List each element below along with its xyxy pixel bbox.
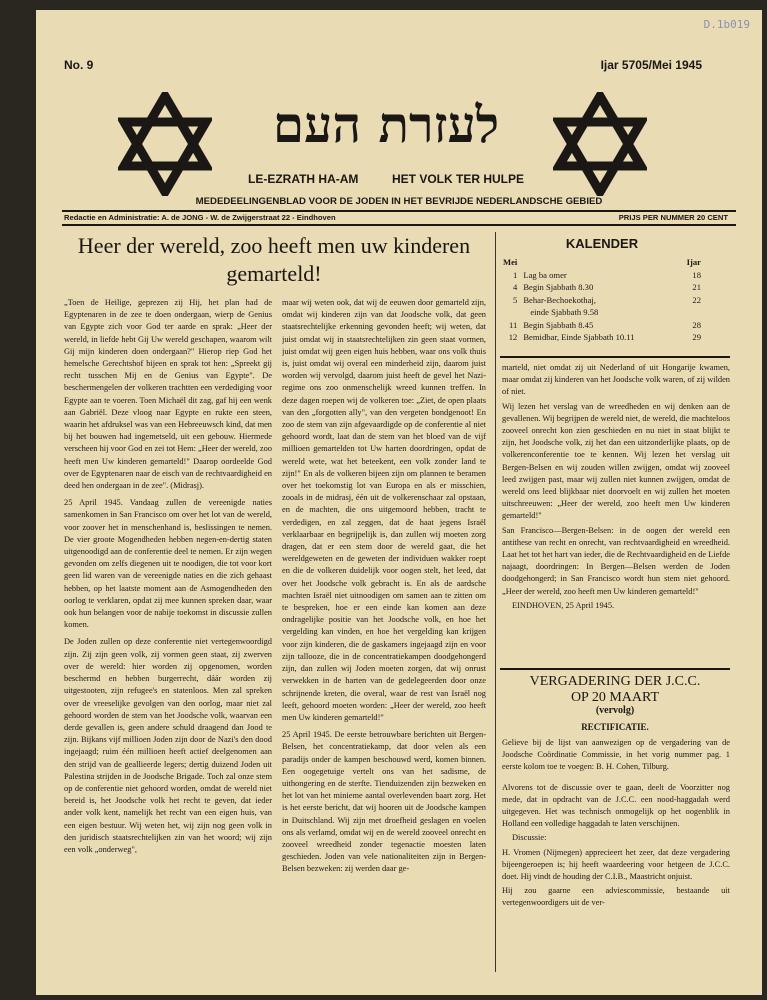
masthead-subtitle: MEDEDEELINGENBLAD VOOR DE JODEN IN HET BEVRIJDE NEDERLANDSCHE GEBIED [195,196,603,207]
article-paragraph: 25 April 1945. De eerste betrouwbare berichten uit Bergen-Belsen, het concentratiekamp, dat door velen als een paradijs onder de kampen beschouwd werd, komen binnen. Een oogegetuige vertelt ons van het sadisme, de uithongering en de sterfte. Tienduizenden zijn bezweken en het lot van het minieme aantal overlevenden baart zorg. Het is het eerste bericht, dat wij hooren uit de Joodsche kampen in Duitschland. Wij zijn met droefheid geslagen en voelen ons als verlamd, omdat wij en de wereld zooveel onrecht en zooveel wreedheid zonder tegenactie moesten laten geschieden. Joden van vele nationaliteiten zijn in Bergen-Belsen bezweken: zij werden daar ge- [282,730,486,874]
calendar-row: 5 Behar-Bechoekothaj, 22 [513,294,701,305]
meeting-paragraph: H. Vromen (Nijmegen) apprecieert het zeer, dat deze vergadering bijeengeroepen is; hij heeft waardeering voor hetgeen de J.C.C. doet. Hij vindt de houding der C.I.B., Maastricht onjuist. [502,847,730,882]
meeting-paragraph: Alvorens tot de discussie over te gaan, deelt de Voorzitter nog mede, dat in opdracht van de J.C.C. een nood-haggadah werd uitgegeven. Het was technisch onmogelijk op het oogenblik in Holland een volledige haggadah te laten verschijnen. [502,782,730,829]
rectification-heading: RECTIFICATIE. [581,722,649,732]
discussion-label: Discussie: [512,833,547,843]
newspaper-page [36,10,762,995]
transliterated-title: LE-EZRATH HA-AM [248,172,359,186]
article-column-1 [64,297,272,973]
masthead-rule [62,210,736,212]
editorial-address: Redactie en Administratie: A. de JONG - W. de Zwijgerstraat 22 - Eindhoven [64,213,336,222]
article-paragraph: marteld, niet omdat zij uit Nederland of uit Hongarije kwamen, maar omdat zij kinderen van het Joodsche volk waren, of zij wilden of niet. [502,363,730,397]
midrash-quote: „Toen de Heilige, geprezen zij Hij, het plan had de Egyptenaren in de zee te doen ondergaan, wierp de Genius van Egypte zich voor God ter aarde en sprak: „Heer der wereld, in liefde hebt Gij Uw wereld geschapen, waarom wilt Gij mijn kinderen doen ondergaan?" Hierop riep God het hemelsche Gerechtshof bijeen en sprak tot hen: „Spreekt gij recht tusschen Mij en de Genius van Egypte". De beschermengelen der volkeren trachtten een verdediging voor Egypte aan te voeren. Toen Michaël dit zag, gaf hij een wenk aan Gabriël. Deze vloog naar Egypte en rukte een steen, waarin het afdruksel was van een Hebreeuwsch kind, dat men bij het bouwen had ingemetseld, uit een gebouw. Hiermede verscheen hij voor God en zei tot Hem: „Heer der wereld, zoo heeft men Uw kinderen gemarteld!" Daarop oordeelde God over de Egyptenaren naar de eisch van de rechtvaardigheid en deed hen ondergaan in de zee". (Midrasj). [64,298,272,491]
calendar-title: KALENDER [565,236,639,251]
archive-stamp: D.1b019 [703,18,750,31]
price-note: PRIJS PER NUMMER 20 CENT [618,213,728,222]
article-paragraph: Wij lezen het verslag van de wreedheden en wij denken aan de gevallenen. Wij begrijpen de wereld niet, de wereld, die machteloos zooveel onrecht kon zien geschieden en nu niet in staat blijkt te zijn, het Joodsche volk, zij het dan een uitzonderlijke plaats, op de volkerenconferentie toe te kennen. Wij lezen het verslag uit Bergen-Belsen en wij zouden willen zwijgen, omdat wij zooveel leed zwijgen past, maar wij zullen niet kunnen zwijgen, omdat de wereld ons leed blijkbaar niet doorvoelt en wij zullen het moeten uitschreeuwen: „Heer der wereld, zoo heeft men Uw kinderen gemarteld!" [502,401,730,521]
issue-date: Ijar 5705/Mei 1945 [600,58,702,72]
article-column-3 [502,362,730,670]
calendar-header [500,256,704,269]
dutch-title: HET VOLK TER HULPE [392,172,525,186]
calendar-month-may: Mei [503,257,518,267]
article-paragraph: maar wij weten ook, dat wij de eeuwen door gemarteld zijn, omdat wij kinderen zijn van dat Joodsche volk, dat geen staatsrechtelijke erkenning gevonden heeft; wij weten, dat juist omdat wij in staatsrechtelijken zin geen staat vormen, juist omdat wij geen eigen huis hebben, waar ons volk thuis is, juist omdat wij overal een minderheid zijn, daarom juist worden wij vervolgd, daarom juist heeft de gevel het Nazi-regime ons zoo onmenschelijk wreed kunnen treffen. In deze dagen roepen wij de volkeren toe: „Ziet, de open plaats van den „forgotten ally", van den vergeten bondgenoot! En zoo de stem van zijn afgevaardigde op de conferentie al niet gehoord wordt, laat dan de stem van het bloed van de vijf millioen gemartelden tot Uw harten doordringen, opdat de wereld wete, wat het beteekent, een volk zonder land te zijn!" En als de volkeren bijeen zijn om plannen te beramen over het toekomstig lot van Europa en als er misschien, zooals in de midrasj, één uit de volkerenschaar zal opstaan, en de machten, die ons uitgemoord hebben, tracht te verdedigen, en zal zeggen, dat de haat jegens Israël verklaarbaar en begrijpelijk is, dan zullen wij moeten zorg dragen, dat er een stem door de wereld gaat, die het wereldgeweten en de geweten der individuen wakker roept en die de volkeren duidelijk voor oogen stelt, het leed, dat over het Joodsche volk gebracht is. En als de aardsche machten Israël niet uitnoodigen om samen aan te zitten om te bespreken, hoe er een einde kan komen aan deze ondragelijke positie van het Joodsche volk, en hoe het vergelding kan vinden, en hoe het vergelding kan krijgen voor zijn kinderen, die de gaskamers ingejaagd zijn en voor zijn tallooze, die in de concentratiekampen doodgehongerd zijn, dan zullen wij Joden moeten zorgen, dat wij onrust verwekken in de harten van de gedelegeerden door onze schrijnende kreten, die overal, waar de rest van Israël nog leeft, gehoord moeten worden: „Heer der wereld, zoo heeft men Uw kinderen gemarteld!" [282,298,486,722]
article-paragraph: De Joden zullen op deze conferentie niet vertegenwoordigd zijn. Zij zijn geen volk, zij vormen geen staat, zij zwerven over de wereld: hier worden zij opgenomen, worden beschermd en hebben burgerrecht, dáár worden zij uitgestooten, zijn refugee's en statenloos. Men zal spreken over de vreeselijke gevolgen van den oorlog, maar niet zal gehoord worden de stem van het Joodsche volk, waarvan een derde gevallen is, geen andere schuld draagend dan Jood te zijn. Bijkans vijf millioen Joden zijn door de Nazi's den dood ingejaagd; ruim één millioen heeft actief deelgenomen aan den strijd van de geallieerde legers; dertig duizend Joden uit Palestina strijden in de Joodsche Brigade. Toch zal onze stem op de conferentie niet gehoord worden, omdat de wereld niet bereid is, het Joodsche volk het recht te geven, dat ieder ander volk kent, namelijk het recht van een eigen huis, van een eigen bestuur. Wij weten het, wij zijn nog geen volk in den juridisch staatsrechtelijken zin van het woord; wij zijn een volk „onderweg", [64,637,272,854]
article-paragraph: 25 April 1945. Vandaag zullen de vereenigde naties samenkomen in San Francisco om over het lot van de wereld, voor zoover het in menschenhand is, beslissingen te nemen. De vier groote Mogendheden hebben negen-en-dertig staten uitgenoodigd aan de conferentie deel te nemen. Er zijn wegen gevonden om zelfs diegenen uit te noodigen, die tot voor kort geen lid waren van de vereenigde naties en die zich gehaast hebben, op het laatste moment aan de Asmogendheden den oorlog te verklaren, opdat zij mee kunnen spreken daar, waar ook hun belangen voor de nabije toekomst in discussie zullen komen. [64,498,272,630]
article-column-2 [282,297,486,973]
calendar-row: 1 Lag ba omer 18 [513,269,701,280]
section-rule [500,668,730,670]
calendar-row: 12 Bemidbar, Einde Sjabbath 10.11 29 [508,332,701,342]
meeting-headline: VERGADERING DER J.C.C. OP 20 MAART [529,674,701,705]
calendar-row: 11 Begin Sjabbath 8.45 28 [509,319,701,330]
meeting-paragraph: Hij zou gaarne een adviescommissie, bestaande uit vertegenwoordigers uit de ver- [502,886,730,908]
calendar-row: 4 Begin Sjabbath 8.30 21 [513,282,701,292]
masthead-rule-lower [62,224,736,226]
continued-note: (vervolg) [595,705,635,716]
calendar-rule [500,356,730,358]
issue-number: No. 9 [64,58,94,72]
star-of-david-icon [553,92,647,196]
article-dateline: EINDHOVEN, 25 April 1945. [512,600,615,610]
column-divider [495,232,496,972]
article-paragraph: San Francisco—Bergen-Belsen: in de oogen der wereld een antithese van recht en onrecht, van rechtvaardigheid en wreedheid. Laat het tot het hart van ieder, die de Rechtvaardigheid en de Liefde najaagt, doordringen: In Bergen—Belsen werden de Joden doodgehongerd; in San Francisco wordt hun stem niet gehoord. „Heer der wereld, zoo heeft men Uw kinderen gemarteld!" [502,525,730,596]
article-headline: Heer der wereld, zoo heeft men uw kinderen gemarteld! [77,233,471,286]
meeting-paragraph: Gelieve bij de lijst van aanwezigen op de vergadering van de Joodsche Coördinatie Commissie, in het vorig nummer pag. 1 eerste kolom toe te voegen: B. H. Cohen, Tilburg. [502,738,730,772]
calendar-month-ijar: Ijar [686,257,701,267]
calendar-row: einde Sjabbath 9.58 [530,307,599,317]
meeting-body [502,737,730,977]
hebrew-title: לעזרת העם [272,95,500,154]
calendar-table [500,256,704,344]
star-of-david-icon [118,92,212,196]
